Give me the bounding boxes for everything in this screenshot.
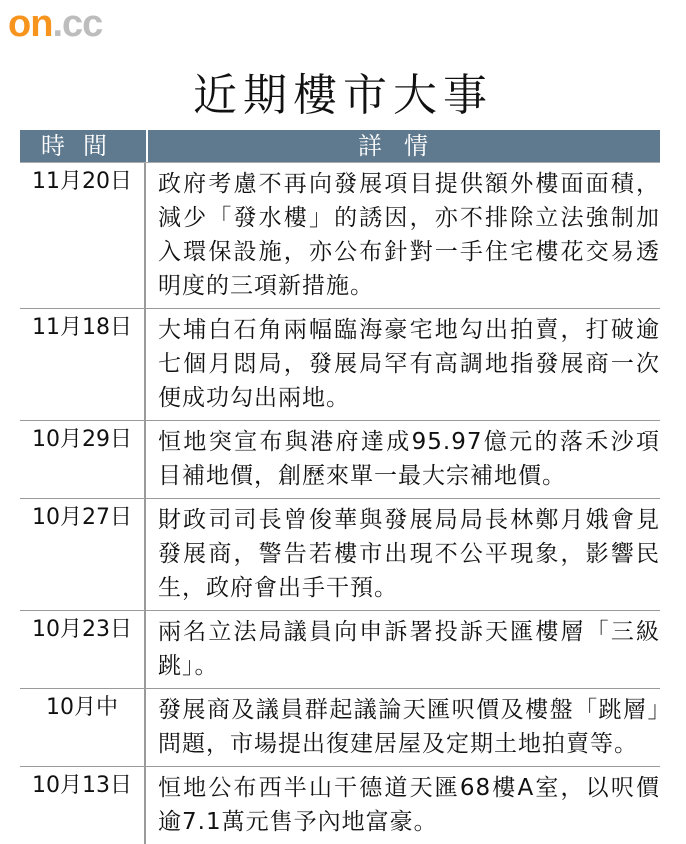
row-date: 10月27日 <box>20 499 146 610</box>
site-logo <box>8 2 102 46</box>
table-row <box>20 689 660 767</box>
row-date: 11月20日 <box>20 163 146 308</box>
table-row <box>20 421 660 499</box>
logo-on: on <box>8 3 53 45</box>
row-detail: 恒地突宣布與港府達成95.97億元的落禾沙項目補地價，創歷來單一最大宗補地價。 <box>158 429 660 489</box>
header-time: 時間 <box>20 130 148 162</box>
row-detail: 恒地公布西半山干德道天匯68樓A室，以呎價逾7.1萬元售予內地富豪。 <box>158 775 660 835</box>
row-date: 10月13日 <box>20 767 146 844</box>
table-header <box>20 130 660 163</box>
page-title: 近期樓市大事 <box>193 70 493 121</box>
header-detail: 詳情 <box>358 132 450 160</box>
events-table <box>20 130 660 844</box>
row-detail: 大埔白石角兩幅臨海豪宅地勾出拍賣，打破逾七個月悶局，發展局罕有高調地指發展商一次便成功勾出兩地。 <box>158 317 660 411</box>
table-row <box>20 767 660 844</box>
row-detail: 政府考慮不再向發展項目提供額外樓面面積，減少「發水樓」的誘因，亦不排除立法強制加入環保設施，亦公布針對一手住宅樓花交易透明度的三項新措施。 <box>158 171 660 299</box>
table-row <box>20 611 660 689</box>
row-detail: 財政司司長曾俊華與發展局局長林鄭月娥會見發展商，警告若樓市出現不公平現象，影響民生，政府會出手干預。 <box>158 507 660 601</box>
row-detail: 發展商及議員群起議論天匯呎價及樓盤「跳層」問題，市場提出復建居屋及定期土地拍賣等。 <box>158 697 660 757</box>
logo-cc: .cc <box>52 3 103 45</box>
table-row <box>20 499 660 611</box>
row-date: 11月18日 <box>20 309 146 420</box>
row-date: 10月29日 <box>20 421 146 498</box>
table-row <box>20 309 660 421</box>
row-date: 10月中 <box>20 689 146 766</box>
row-date: 10月23日 <box>20 611 146 688</box>
table-row <box>20 163 660 309</box>
row-detail: 兩名立法局議員向申訴署投訴天匯樓層「三級跳」。 <box>158 619 660 679</box>
